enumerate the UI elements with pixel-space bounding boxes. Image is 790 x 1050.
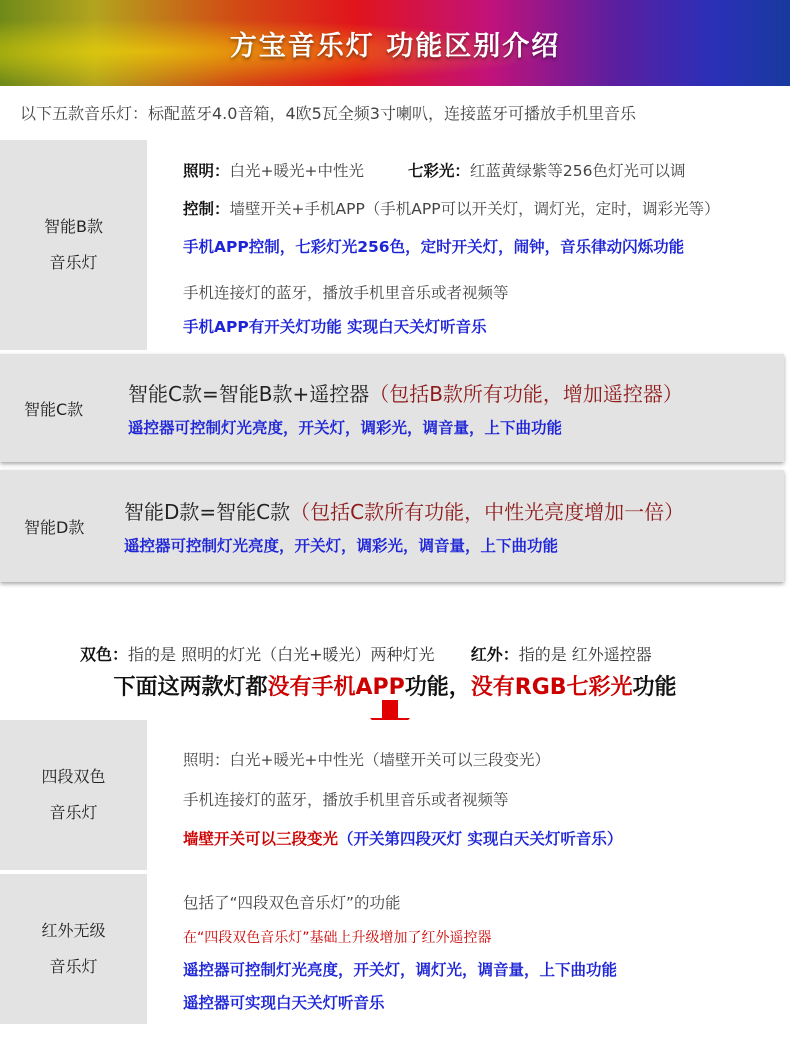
model-b-app-features: 手机APP控制，七彩灯光256色，定时开关灯，闹钟，音乐律动闪烁功能 [183, 238, 685, 256]
model-b-row [0, 140, 790, 350]
model-four-switch: 墙壁开关可以三段变光（开关第四段灭灯 实现白天关灯听音乐） [183, 830, 623, 848]
model-ir-label: 红外无级 音乐灯 [41, 921, 106, 976]
model-four-label: 四段双色 音乐灯 [41, 767, 106, 822]
model-b-label-line2: 音乐灯 [49, 253, 98, 272]
page-title: 方宝音乐灯 功能区别介绍 [229, 31, 561, 62]
model-b-content [147, 140, 790, 350]
model-c-label: 智能C款 [24, 399, 84, 419]
model-b-label [0, 140, 147, 350]
model-four-lighting: 照明：白光+暖光+中性光（墙壁开关可以三段变光） [183, 751, 550, 769]
model-d-remote: 遥控器可控制灯光亮度，开关灯，调彩光，调音量，上下曲功能 [124, 537, 559, 555]
legend-notes: 双色：指的是 照明的灯光（白光+暖光）两种灯光 红外：指的是 红外遥控器 [80, 645, 652, 664]
model-ir-remote: 遥控器可控制灯光亮度，开关灯，调灯光，调音量，上下曲功能 [183, 961, 618, 979]
model-c-remote: 遥控器可控制灯光亮度，开关灯，调彩光，调音量，上下曲功能 [128, 419, 563, 437]
model-b-lighting: 照明：白光+暖光+中性光 七彩光：红蓝黄绿紫等256色灯光可以调 [183, 162, 686, 180]
model-d-row [0, 470, 784, 582]
headline-warning: 下面这两款灯都没有手机APP功能，没有RGB七彩光功能 [113, 675, 677, 700]
model-b-bluetooth: 手机连接灯的蓝牙，播放手机里音乐或者视频等 [183, 284, 509, 302]
model-ir-content [147, 874, 790, 1024]
model-d-label: 智能D款 [24, 517, 85, 537]
model-ir-row [0, 874, 790, 1024]
model-ir-upgrade: 在“四段双色音乐灯”基础上升级增加了红外遥控器 [183, 930, 492, 946]
model-ir-remote2: 遥控器可实现白天关灯听音乐 [183, 994, 385, 1012]
model-b-label-line1: 智能B款 [44, 217, 103, 236]
model-c-row [0, 354, 784, 462]
intro-text: 以下五款音乐灯：标配蓝牙4.0音箱，4欧5瓦全频3寸喇叭，连接蓝牙可播放手机里音乐 [20, 104, 636, 123]
model-b-control: 控制：墙壁开关+手机APP（手机APP可以开关灯，调灯光，定时，调彩光等） [183, 200, 720, 218]
model-c-formula: 智能C款=智能B款+遥控器（包括B款所有功能，增加遥控器） [128, 382, 683, 406]
model-four-row [0, 720, 790, 870]
model-ir-includes: 包括了“四段双色音乐灯”的功能 [183, 894, 401, 912]
model-four-content [147, 720, 790, 870]
model-b-app-switch: 手机APP有开关灯功能 实现白天关灯听音乐 [183, 318, 487, 336]
model-d-formula: 智能D款=智能C款（包括C款所有功能，中性光亮度增加一倍） [124, 500, 685, 524]
model-four-bluetooth: 手机连接灯的蓝牙，播放手机里音乐或者视频等 [183, 791, 509, 809]
header-banner [0, 0, 790, 86]
